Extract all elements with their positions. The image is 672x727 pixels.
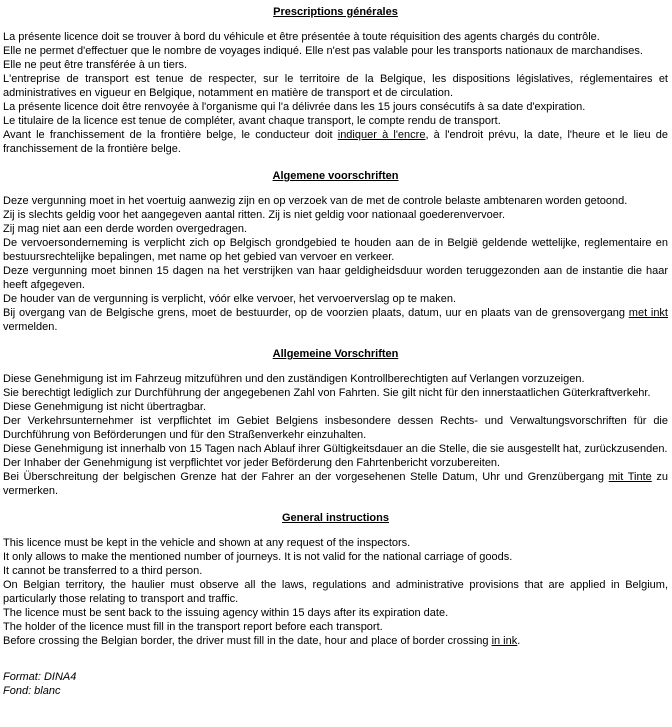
paragraph: Der Inhaber der Genehmigung ist verpflichtet vor jeder Beförderung den Fahrtenbericht vorzubereiten.: [3, 457, 501, 469]
paragraph-text: Bei Überschreitung der belgischen Grenze hat der Fahrer an der vorgesehenen Stelle Datum, Uhr und Grenzübergang: [3, 471, 609, 483]
paragraph: L'entreprise de transport est tenue de respecter, sur le territoire de la Belgique, les dispositions législatives, réglementaires et administratives en vigueur en Belgique, notamment en matière de transport et de circulation.: [3, 73, 668, 99]
paragraph: Zij mag niet aan een derde worden overgedragen.: [3, 223, 247, 235]
paragraph: It only allows to make the mentioned number of journeys. It is not valid for the national carriage of goods.: [3, 551, 513, 563]
paragraph: The licence must be sent back to the issuing agency within 15 days after its expiration date.: [3, 607, 449, 619]
section-general-instructions: [3, 511, 668, 648]
paragraph: [3, 306, 668, 334]
paragraph: Der Verkehrsunternehmer ist verpflichtet im Gebiet Belgiens insbesondere dessen Rechts- und Verwaltungsvorschriften für die Durchführung von Beförderungen und für den Straßenverkehr einzuhalten.: [3, 415, 668, 441]
paragraph: Diese Genehmigung ist im Fahrzeug mitzuführen und den zuständigen Kontrollberechtigten auf Verlangen vorzuzeigen.: [3, 373, 585, 385]
paragraph: La présente licence doit être renvoyée à l'organisme qui l'a délivrée dans les 15 jours consécutifs à sa date d'expiration.: [3, 101, 586, 113]
section-heading-german: [3, 347, 668, 361]
section-allgemeine-vorschriften: [3, 347, 668, 498]
paragraph: Le titulaire de la licence est tenue de compléter, avant chaque transport, le compte rendu de transport.: [3, 115, 501, 127]
section-heading-french: [3, 5, 668, 19]
section-heading-english: [3, 511, 668, 525]
paragraph: Deze vergunning moet binnen 15 dagen na het verstrijken van haar geldigheidsduur worden teruggezonden aan de instantie die haar heeft afgegeven.: [3, 265, 668, 291]
section-heading-text: Prescriptions générales: [273, 6, 398, 18]
section-heading-text: Algemene voorschriften: [272, 170, 399, 182]
section-heading-text: Allgemeine Vorschriften: [272, 348, 399, 360]
paragraph-text: zu vermerken.: [3, 471, 668, 497]
paragraph-text: , à l'endroit prévu, la date, l'heure et le lieu de franchissement de la frontière belge.: [3, 129, 668, 155]
paragraph: It cannot be transferred to a third person.: [3, 565, 203, 577]
paragraph: Deze vergunning moet in het voertuig aanwezig zijn en op verzoek van de met de controle belaste ambtenaren worden getoond.: [3, 195, 628, 207]
paragraph: [3, 128, 668, 156]
paragraph: Zij is slechts geldig voor het aangegeven aantal ritten. Zij is niet geldig voor nationaal goederenvervoer.: [3, 209, 506, 221]
underlined-phrase: mit Tinte: [608, 471, 652, 483]
paragraph: [3, 634, 668, 648]
paragraph: This licence must be kept in the vehicle and shown at any request of the inspectors.: [3, 537, 411, 549]
section-algemene-voorschriften: [3, 169, 668, 334]
paragraph-text: Avant le franchissement de la frontière belge, le conducteur doit: [3, 129, 338, 141]
section-heading-text: General instructions: [282, 512, 389, 524]
paragraph: De houder van de vergunning is verplicht, vóór elke vervoer, het vervoerverslag op te maken.: [3, 293, 457, 305]
paragraph: Diese Genehmigung ist nicht übertragbar.: [3, 401, 207, 413]
paragraph-text: Bij overgang van de Belgische grens, moet de bestuurder, op de voorzien plaats, datum, uur en plaats van de grensovergang: [3, 307, 629, 319]
paragraph: La présente licence doit se trouver à bord du véhicule et être présentée à toute réquisition des agents chargés du contrôle.: [3, 31, 600, 43]
paragraph: The holder of the licence must fill in the transport report before each transport.: [3, 621, 383, 633]
paragraph-text: vermelden.: [3, 321, 58, 333]
paragraph-text: Before crossing the Belgian border, the driver must fill in the date, hour and place of border crossing: [3, 635, 492, 647]
section-heading-dutch: [3, 169, 668, 183]
paragraph: Sie berechtigt lediglich zur Durchführung der angegebenen Zahl von Fahrten. Sie gilt nicht für den innerstaatlichen Güterkraftverkehr.: [3, 387, 651, 399]
underlined-phrase: met inkt: [628, 307, 668, 319]
format-note: Format: DINA4: [3, 671, 77, 683]
section-prescriptions-generales: [3, 5, 668, 156]
underlined-phrase: in ink: [491, 635, 518, 647]
paragraph: Diese Genehmigung ist innerhalb von 15 Tagen nach Ablauf ihrer Gültigkeitsdauer an die Stelle, die sie ausgestellt hat, zurückzusenden.: [3, 443, 668, 455]
background-note: Fond: blanc: [3, 685, 61, 697]
paragraph: De vervoersonderneming is verplicht zich op Belgisch grondgebied te houden aan de in België geldende wettelijke, reglementaire en bestuursrechtelijke bepalingen, met name op het gebied van vervoer en verkeer.: [3, 237, 668, 263]
footer-notes: [3, 670, 668, 698]
paragraph-text: .: [517, 635, 521, 647]
paragraph: On Belgian territory, the haulier must observe all the laws, regulations and administrative provisions that are applied in Belgium, particularly those relating to transport and traffic.: [3, 579, 668, 605]
paragraph: Elle ne permet d'effectuer que le nombre de voyages indiqué. Elle n'est pas valable pour les transports nationaux de marchandises.: [3, 45, 643, 57]
paragraph: Elle ne peut être transférée à un tiers.: [3, 59, 188, 71]
paragraph: [3, 470, 668, 498]
underlined-phrase: indiquer à l'encre: [337, 129, 426, 141]
